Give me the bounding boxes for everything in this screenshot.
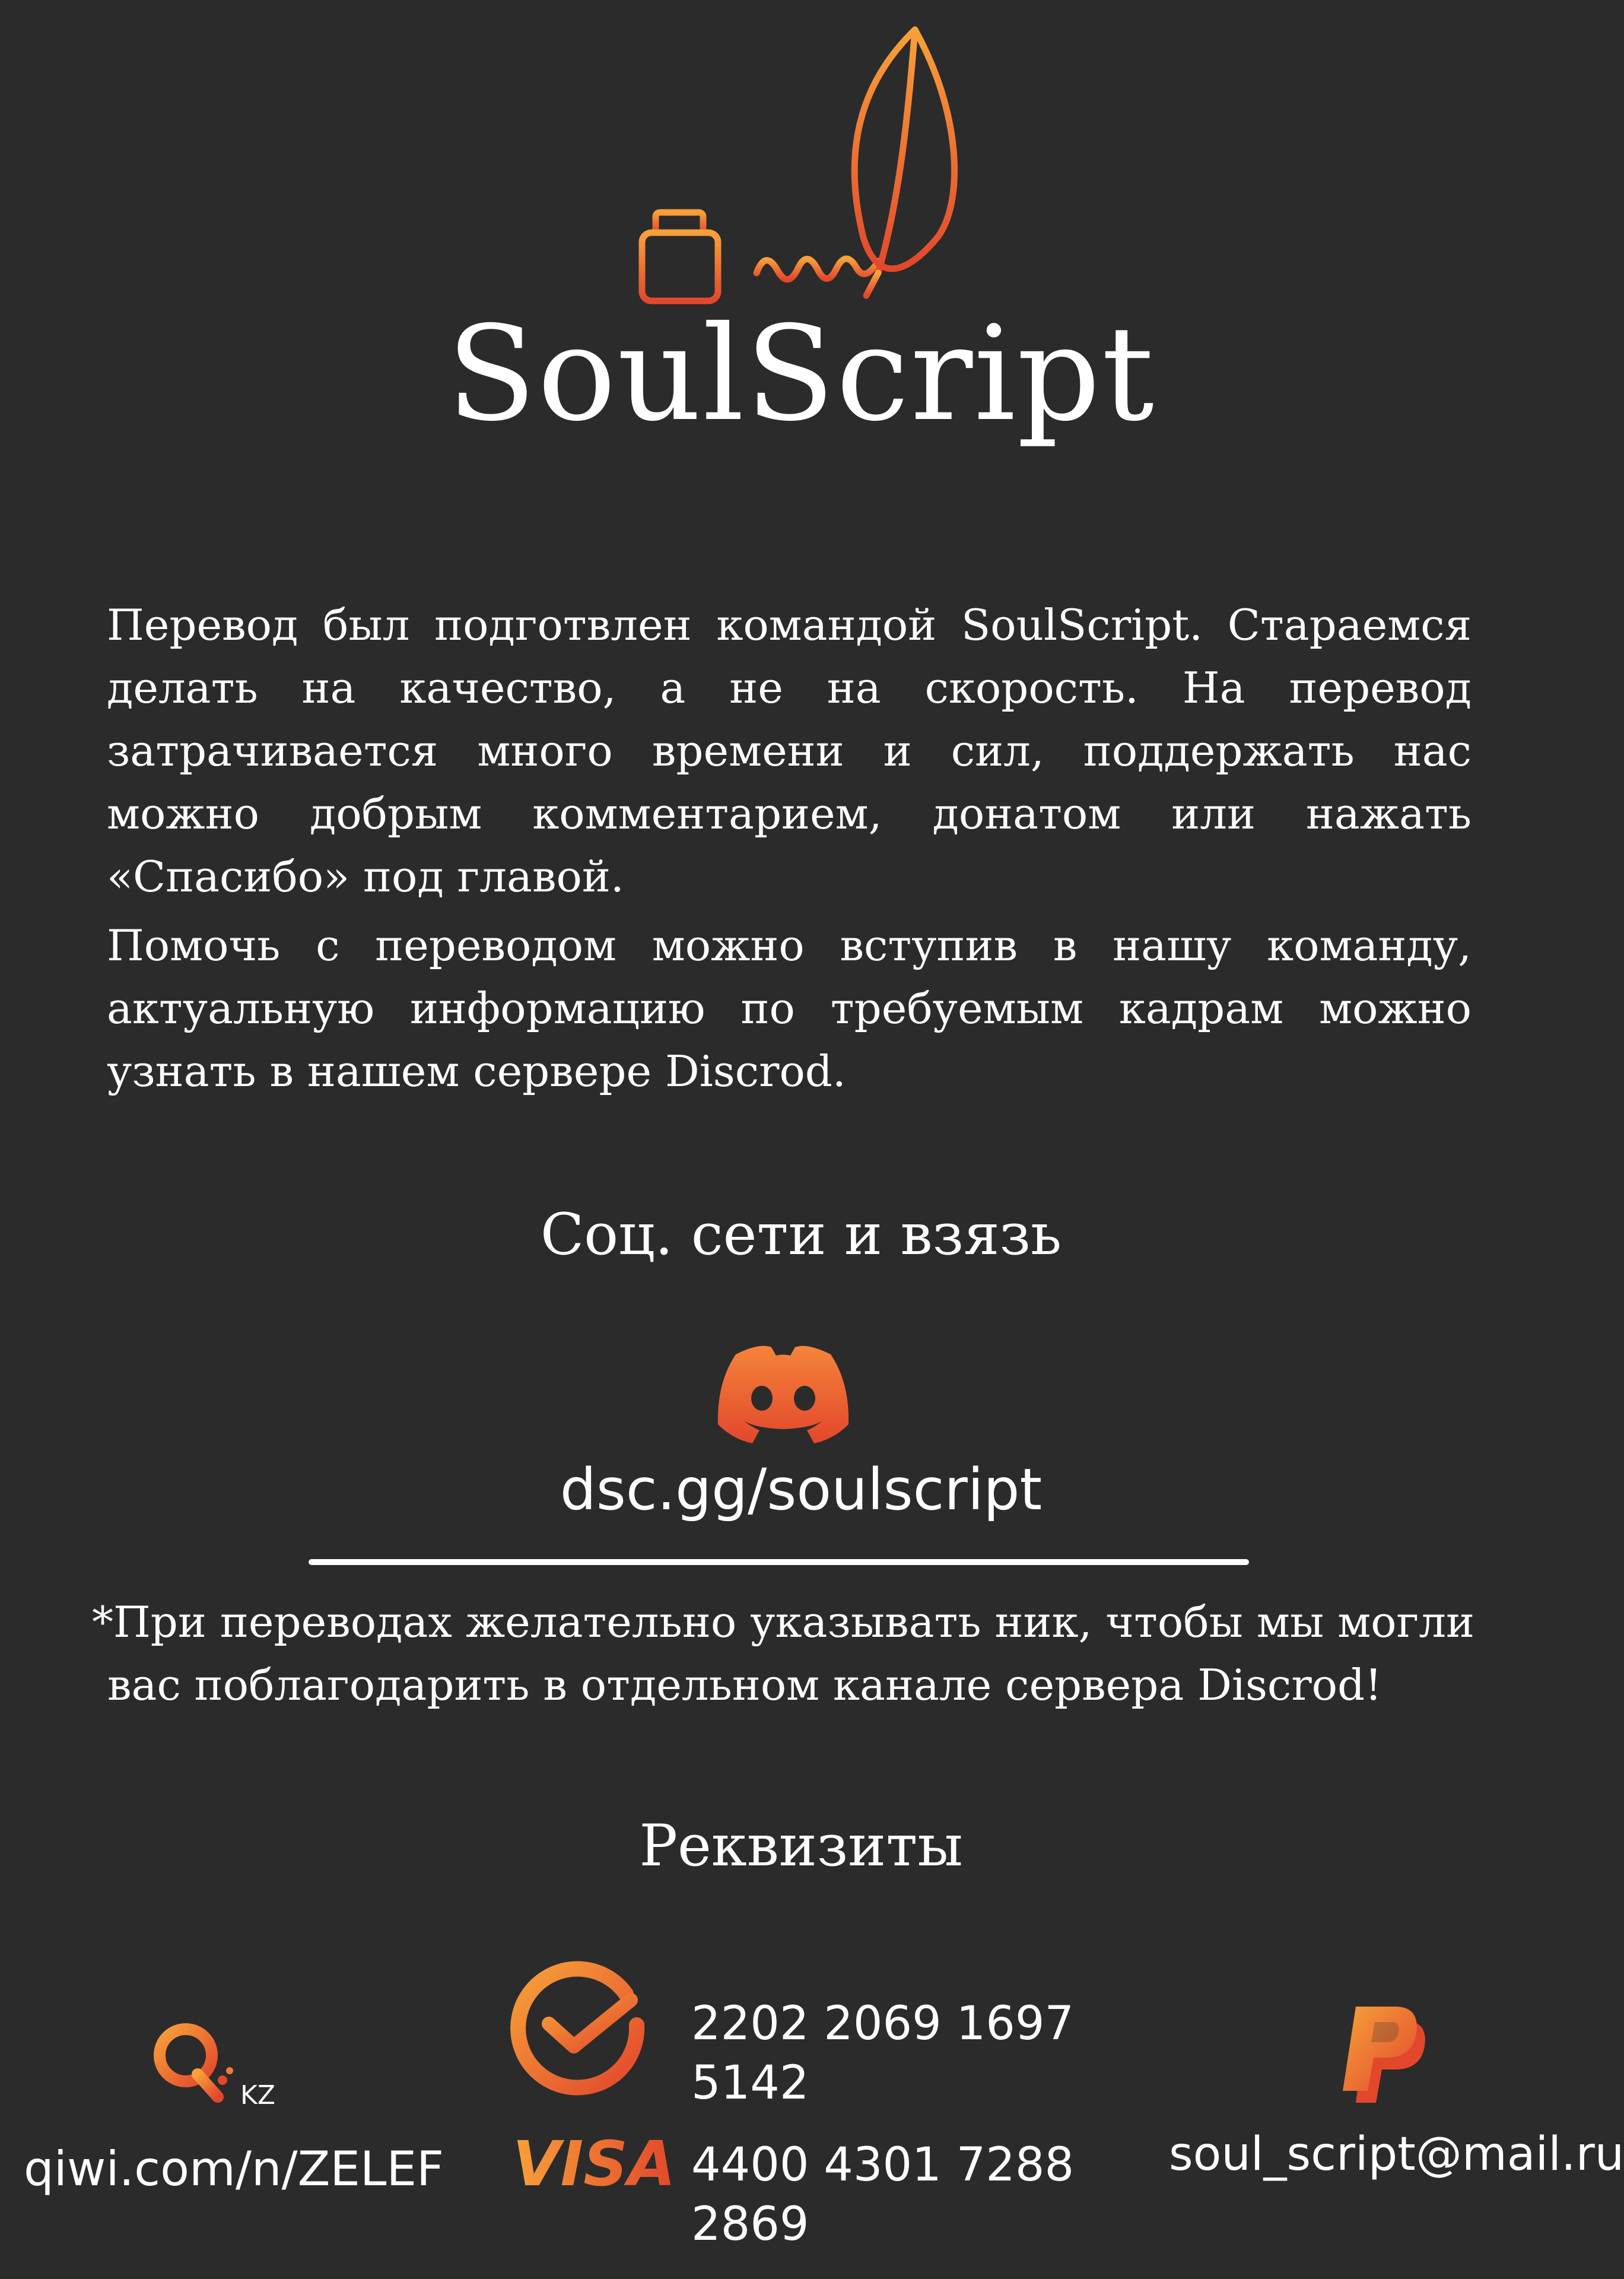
translation-note — [92, 1591, 1474, 1716]
paypal-icon[interactable] — [1338, 2003, 1433, 2107]
note-line-1: *При переводах желательно указывать ник, чтобы мы могли — [92, 1597, 1474, 1647]
discord-icon[interactable] — [712, 1341, 854, 1448]
brand-title: SoulScript — [447, 298, 1155, 450]
divider — [309, 1559, 1249, 1565]
sber-card-number: 2202 2069 1697 5142 — [691, 1997, 1075, 2110]
paypal-email[interactable]: soul_script@mail.ru — [1169, 2128, 1624, 2181]
visa-icon — [510, 2128, 676, 2200]
about-paragraph-1: Перевод был подготвлен командой SoulScript. Стараемся делать на качество, а не на скорость. На перевод затрачивается много времени и сил, поддержать нас можно добрым комментарием, донатом или нажать «Спасибо» под главой. — [107, 600, 1472, 902]
social-heading: Соц. сети и взязь — [540, 1201, 1062, 1268]
sber-icon — [507, 1959, 650, 2101]
qiwi-link[interactable]: qiwi.com/n/ZELEF — [24, 2141, 444, 2197]
visa-logo-text: VISA — [513, 2128, 676, 2200]
logo-icon — [629, 24, 973, 303]
qiwi-badge: KZ — [240, 2080, 275, 2110]
about-paragraph-2: Помочь с переводом можно вступив в нашу команду, актуальную информацию по требуемым кадрам можно узнать в нашем сервере Discrod. — [107, 921, 1472, 1096]
requisites-heading: Реквизиты — [639, 1813, 963, 1879]
note-line-2: вас поблагодарить в отдельном канале сервера Discrod! — [107, 1660, 1383, 1710]
visa-card-number: 4400 4301 7288 2869 — [691, 2138, 1075, 2251]
qiwi-icon[interactable] — [145, 2009, 288, 2116]
discord-link[interactable]: dsc.gg/soulscript — [560, 1456, 1043, 1523]
